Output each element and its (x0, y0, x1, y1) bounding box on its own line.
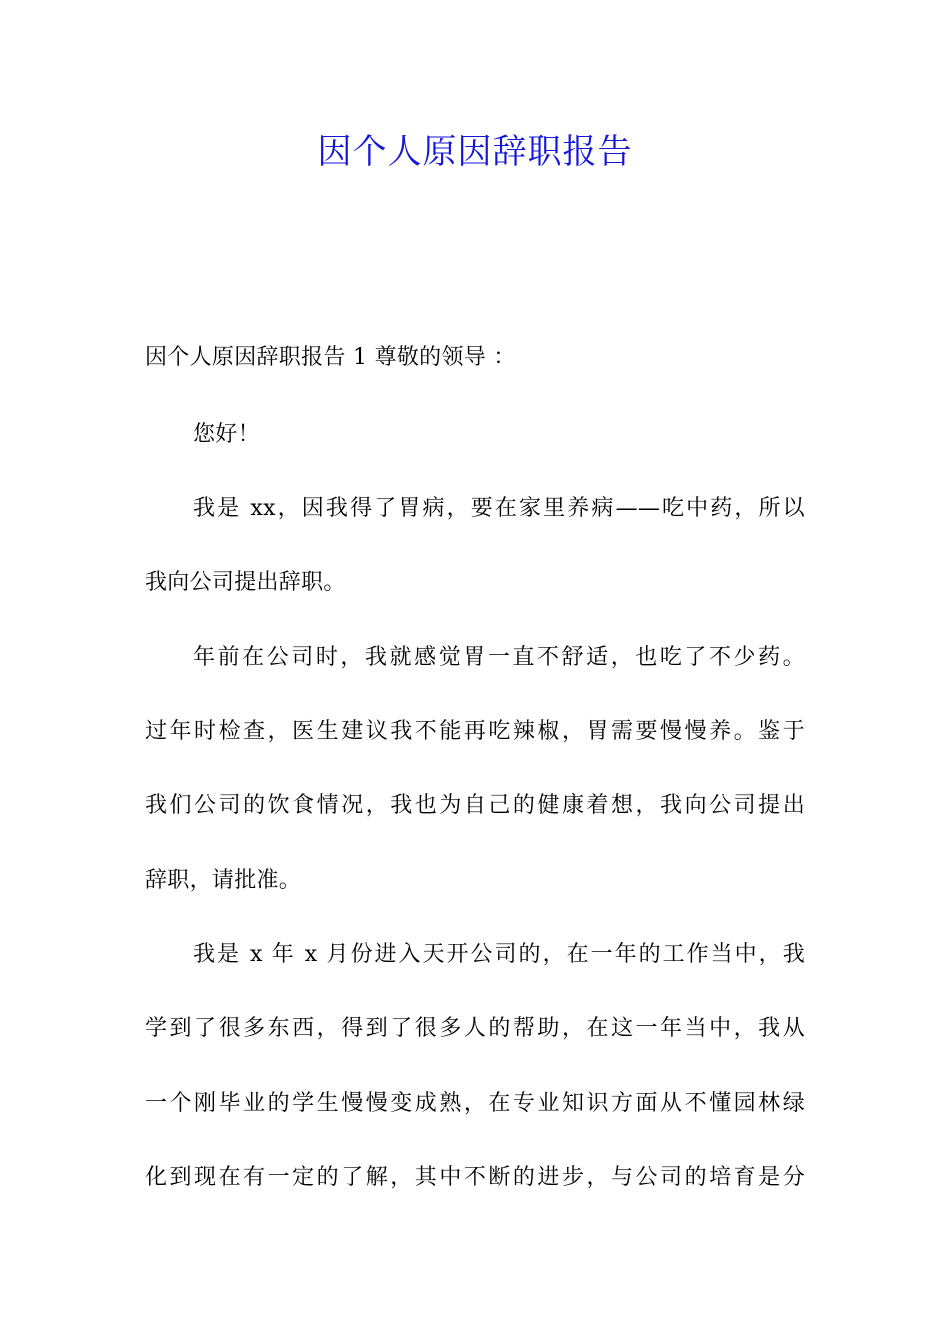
paragraph-3-line-1: 我是 x 年 x 月份进入天开公司的，在一年的工作当中，我 (193, 942, 805, 967)
greeting-line: 您好！ (193, 422, 260, 447)
paragraph-3-line-4: 化到现在有一定的了解，其中不断的进步，与公司的培育是分 (145, 1165, 805, 1190)
paragraph-1-line-2: 我向公司提出辞职。 (145, 570, 346, 595)
salutation-line: 因个人原因辞职报告 1 尊敬的领导 ： (145, 345, 516, 370)
document-title: 因个人原因辞职报告 (317, 132, 633, 172)
paragraph-3-line-2: 学到了很多东西，得到了很多人的帮助，在这一年当中，我从 (145, 1016, 805, 1041)
paragraph-2-line-2: 过年时检查，医生建议我不能再吃辣椒，胃需要慢慢养。鉴于 (145, 719, 805, 744)
paragraph-2-line-3: 我们公司的饮食情况，我也为自己的健康着想，我向公司提出 (145, 793, 805, 818)
paragraph-2-line-4: 辞职，请批准。 (145, 868, 302, 893)
paragraph-3-line-3: 一个刚毕业的学生慢慢变成熟，在专业知识方面从不懂园林绿 (145, 1091, 805, 1116)
paragraph-1-line-1: 我是 xx，因我得了胃病，要在家里养病——吃中药，所以 (193, 496, 805, 521)
paragraph-2-line-1: 年前在公司时，我就感觉胃一直不舒适，也吃了不少药。 (193, 645, 805, 670)
